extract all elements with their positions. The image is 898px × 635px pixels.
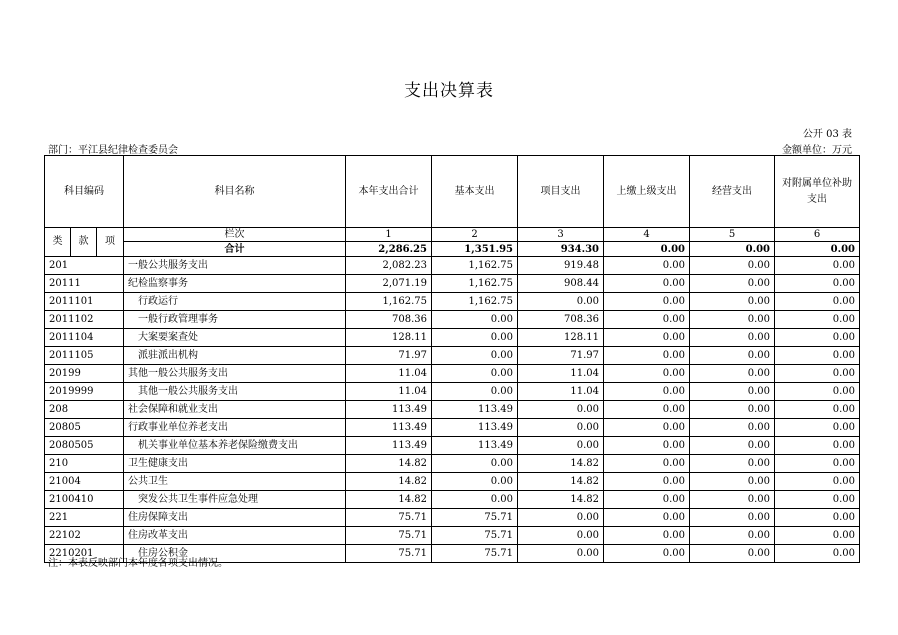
row-value: 0.00 — [604, 545, 690, 563]
row-value: 75.71 — [432, 545, 518, 563]
header-project: 项目支出 — [518, 156, 604, 228]
row-value: 0.00 — [690, 455, 775, 473]
row-code: 2011104 — [45, 329, 124, 347]
expenditure-table — [44, 155, 860, 563]
row-value: 0.00 — [775, 545, 860, 563]
row-value: 0.00 — [518, 401, 604, 419]
row-value: 0.00 — [518, 419, 604, 437]
row-value: 113.49 — [346, 419, 432, 437]
row-value: 0.00 — [604, 437, 690, 455]
row-code: 20805 — [45, 419, 124, 437]
row-code: 20199 — [45, 365, 124, 383]
row-value: 75.71 — [346, 545, 432, 563]
row-value: 1,162.75 — [432, 275, 518, 293]
row-name: 住房公积金 — [124, 545, 346, 563]
row-value: 919.48 — [518, 257, 604, 275]
row-value: 0.00 — [604, 275, 690, 293]
row-value: 0.00 — [690, 347, 775, 365]
header-business: 经营支出 — [690, 156, 775, 228]
row-value: 0.00 — [604, 347, 690, 365]
row-value: 0.00 — [775, 509, 860, 527]
table-row — [45, 491, 860, 509]
row-value: 0.00 — [690, 383, 775, 401]
row-value: 0.00 — [690, 401, 775, 419]
row-code: 22102 — [45, 527, 124, 545]
row-value: 0.00 — [775, 437, 860, 455]
row-name: 其他一般公共服务支出 — [124, 365, 346, 383]
row-value: 0.00 — [432, 329, 518, 347]
row-value: 14.82 — [518, 473, 604, 491]
col-index-3: 3 — [518, 228, 604, 242]
row-value: 0.00 — [432, 311, 518, 329]
row-name: 纪检监察事务 — [124, 275, 346, 293]
row-value: 14.82 — [346, 455, 432, 473]
row-code: 2011101 — [45, 293, 124, 311]
row-name: 住房保障支出 — [124, 509, 346, 527]
row-code: 2019999 — [45, 383, 124, 401]
total-value: 934.30 — [518, 242, 604, 257]
row-name: 其他一般公共服务支出 — [124, 383, 346, 401]
row-value: 0.00 — [432, 473, 518, 491]
row-value: 0.00 — [690, 329, 775, 347]
row-value: 0.00 — [690, 311, 775, 329]
row-value: 0.00 — [690, 257, 775, 275]
row-value: 0.00 — [432, 365, 518, 383]
row-value: 0.00 — [518, 509, 604, 527]
row-value: 2,082.23 — [346, 257, 432, 275]
row-value: 0.00 — [775, 473, 860, 491]
row-code: 2011102 — [45, 311, 124, 329]
total-value: 1,351.95 — [432, 242, 518, 257]
total-value: 0.00 — [690, 242, 775, 257]
table-row — [45, 329, 860, 347]
row-code: 210 — [45, 455, 124, 473]
row-value: 0.00 — [604, 419, 690, 437]
row-name: 社会保障和就业支出 — [124, 401, 346, 419]
row-value: 708.36 — [518, 311, 604, 329]
col-index-2: 2 — [432, 228, 518, 242]
row-name: 派驻派出机构 — [124, 347, 346, 365]
row-value: 0.00 — [604, 455, 690, 473]
table-row — [45, 347, 860, 365]
row-code: 20111 — [45, 275, 124, 293]
header-code: 科目编码 — [45, 156, 124, 228]
row-value: 0.00 — [432, 383, 518, 401]
row-value: 1,162.75 — [432, 257, 518, 275]
row-value: 0.00 — [604, 383, 690, 401]
row-value: 75.71 — [432, 509, 518, 527]
header-subsidy: 对附属单位补助支出 — [775, 156, 860, 228]
row-value: 0.00 — [604, 401, 690, 419]
row-value: 0.00 — [690, 275, 775, 293]
total-value: 0.00 — [604, 242, 690, 257]
header-basic: 基本支出 — [432, 156, 518, 228]
row-name: 一般公共服务支出 — [124, 257, 346, 275]
row-value: 113.49 — [346, 437, 432, 455]
row-value: 0.00 — [690, 545, 775, 563]
row-value: 0.00 — [432, 491, 518, 509]
table-row — [45, 293, 860, 311]
col-index-1: 1 — [346, 228, 432, 242]
row-value: 0.00 — [690, 473, 775, 491]
row-value: 0.00 — [604, 527, 690, 545]
table-row — [45, 365, 860, 383]
row-value: 1,162.75 — [432, 293, 518, 311]
row-value: 0.00 — [690, 419, 775, 437]
row-value: 0.00 — [604, 329, 690, 347]
row-value: 0.00 — [775, 293, 860, 311]
row-value: 0.00 — [690, 509, 775, 527]
table-row — [45, 401, 860, 419]
total-row — [45, 242, 860, 257]
row-value: 0.00 — [518, 293, 604, 311]
total-label: 合计 — [124, 242, 346, 257]
row-code: 21004 — [45, 473, 124, 491]
row-code: 2011105 — [45, 347, 124, 365]
row-value: 75.71 — [346, 527, 432, 545]
row-code: 208 — [45, 401, 124, 419]
row-value: 128.11 — [346, 329, 432, 347]
row-value: 14.82 — [518, 491, 604, 509]
row-value: 128.11 — [518, 329, 604, 347]
row-value: 0.00 — [690, 437, 775, 455]
row-name: 卫生健康支出 — [124, 455, 346, 473]
row-name: 行政事业单位养老支出 — [124, 419, 346, 437]
row-name: 突发公共卫生事件应急处理 — [124, 491, 346, 509]
row-value: 75.71 — [432, 527, 518, 545]
row-name: 住房改革支出 — [124, 527, 346, 545]
row-value: 14.82 — [346, 473, 432, 491]
table-row — [45, 437, 860, 455]
row-value: 0.00 — [690, 293, 775, 311]
row-code: 2210201 — [45, 545, 124, 563]
row-value: 0.00 — [604, 311, 690, 329]
row-value: 113.49 — [432, 401, 518, 419]
row-value: 11.04 — [346, 383, 432, 401]
row-value: 11.04 — [518, 365, 604, 383]
row-value: 71.97 — [518, 347, 604, 365]
row-value: 2,071.19 — [346, 275, 432, 293]
row-value: 0.00 — [775, 419, 860, 437]
row-value: 0.00 — [604, 509, 690, 527]
row-value: 0.00 — [775, 347, 860, 365]
row-name: 行政运行 — [124, 293, 346, 311]
header-name: 科目名称 — [124, 156, 346, 228]
header-lanci: 栏次 — [124, 228, 346, 242]
row-value: 0.00 — [775, 365, 860, 383]
row-value: 0.00 — [775, 311, 860, 329]
row-value: 113.49 — [432, 419, 518, 437]
row-value: 0.00 — [518, 527, 604, 545]
table-row — [45, 275, 860, 293]
row-value: 708.36 — [346, 311, 432, 329]
row-name: 一般行政管理事务 — [124, 311, 346, 329]
col-index-4: 4 — [604, 228, 690, 242]
row-value: 0.00 — [604, 473, 690, 491]
col-index-6: 6 — [775, 228, 860, 242]
row-value: 113.49 — [346, 401, 432, 419]
table-row — [45, 257, 860, 275]
row-value: 75.71 — [346, 509, 432, 527]
table-row — [45, 473, 860, 491]
row-code: 2100410 — [45, 491, 124, 509]
column-index-row — [45, 228, 860, 242]
row-value: 0.00 — [518, 545, 604, 563]
row-code: 201 — [45, 257, 124, 275]
row-value: 0.00 — [604, 365, 690, 383]
row-value: 0.00 — [432, 347, 518, 365]
header-kuan: 款 — [71, 228, 97, 257]
row-value: 113.49 — [432, 437, 518, 455]
row-value: 0.00 — [775, 401, 860, 419]
row-value: 11.04 — [346, 365, 432, 383]
header-upper: 上缴上级支出 — [604, 156, 690, 228]
form-number: 公开 03 表 — [802, 129, 852, 140]
header-total: 本年支出合计 — [346, 156, 432, 228]
header-row — [45, 156, 860, 228]
row-value: 0.00 — [775, 455, 860, 473]
row-code: 2080505 — [45, 437, 124, 455]
header-lei: 类 — [45, 228, 71, 257]
table-row — [45, 527, 860, 545]
row-value: 0.00 — [432, 455, 518, 473]
unit-label: 金额单位：万元 — [782, 145, 852, 156]
row-value: 0.00 — [604, 293, 690, 311]
table-row — [45, 311, 860, 329]
total-value: 2,286.25 — [346, 242, 432, 257]
page-title: 支出决算表 — [404, 81, 494, 101]
row-value: 0.00 — [604, 257, 690, 275]
row-value: 71.97 — [346, 347, 432, 365]
row-value: 0.00 — [775, 527, 860, 545]
department-label: 部门：平江县纪律检查委员会 — [48, 145, 178, 156]
row-name: 公共卫生 — [124, 473, 346, 491]
row-value: 0.00 — [775, 383, 860, 401]
table-row — [45, 455, 860, 473]
row-value: 0.00 — [775, 491, 860, 509]
col-index-5: 5 — [690, 228, 775, 242]
row-value: 0.00 — [690, 491, 775, 509]
row-value: 0.00 — [690, 365, 775, 383]
table-row — [45, 419, 860, 437]
header-xiang: 项 — [97, 228, 124, 257]
row-value: 1,162.75 — [346, 293, 432, 311]
table-row — [45, 383, 860, 401]
row-code: 221 — [45, 509, 124, 527]
row-name: 机关事业单位基本养老保险缴费支出 — [124, 437, 346, 455]
table-row — [45, 509, 860, 527]
row-value: 14.82 — [346, 491, 432, 509]
row-value: 14.82 — [518, 455, 604, 473]
total-value: 0.00 — [775, 242, 860, 257]
row-value: 0.00 — [775, 275, 860, 293]
table-note: 注：本表反映部门本年度各项支出情况。 — [48, 558, 228, 569]
row-value: 0.00 — [604, 491, 690, 509]
row-value: 908.44 — [518, 275, 604, 293]
row-name: 大案要案查处 — [124, 329, 346, 347]
row-value: 0.00 — [775, 257, 860, 275]
row-value: 0.00 — [775, 329, 860, 347]
row-value: 0.00 — [518, 437, 604, 455]
row-value: 0.00 — [690, 527, 775, 545]
row-value: 11.04 — [518, 383, 604, 401]
